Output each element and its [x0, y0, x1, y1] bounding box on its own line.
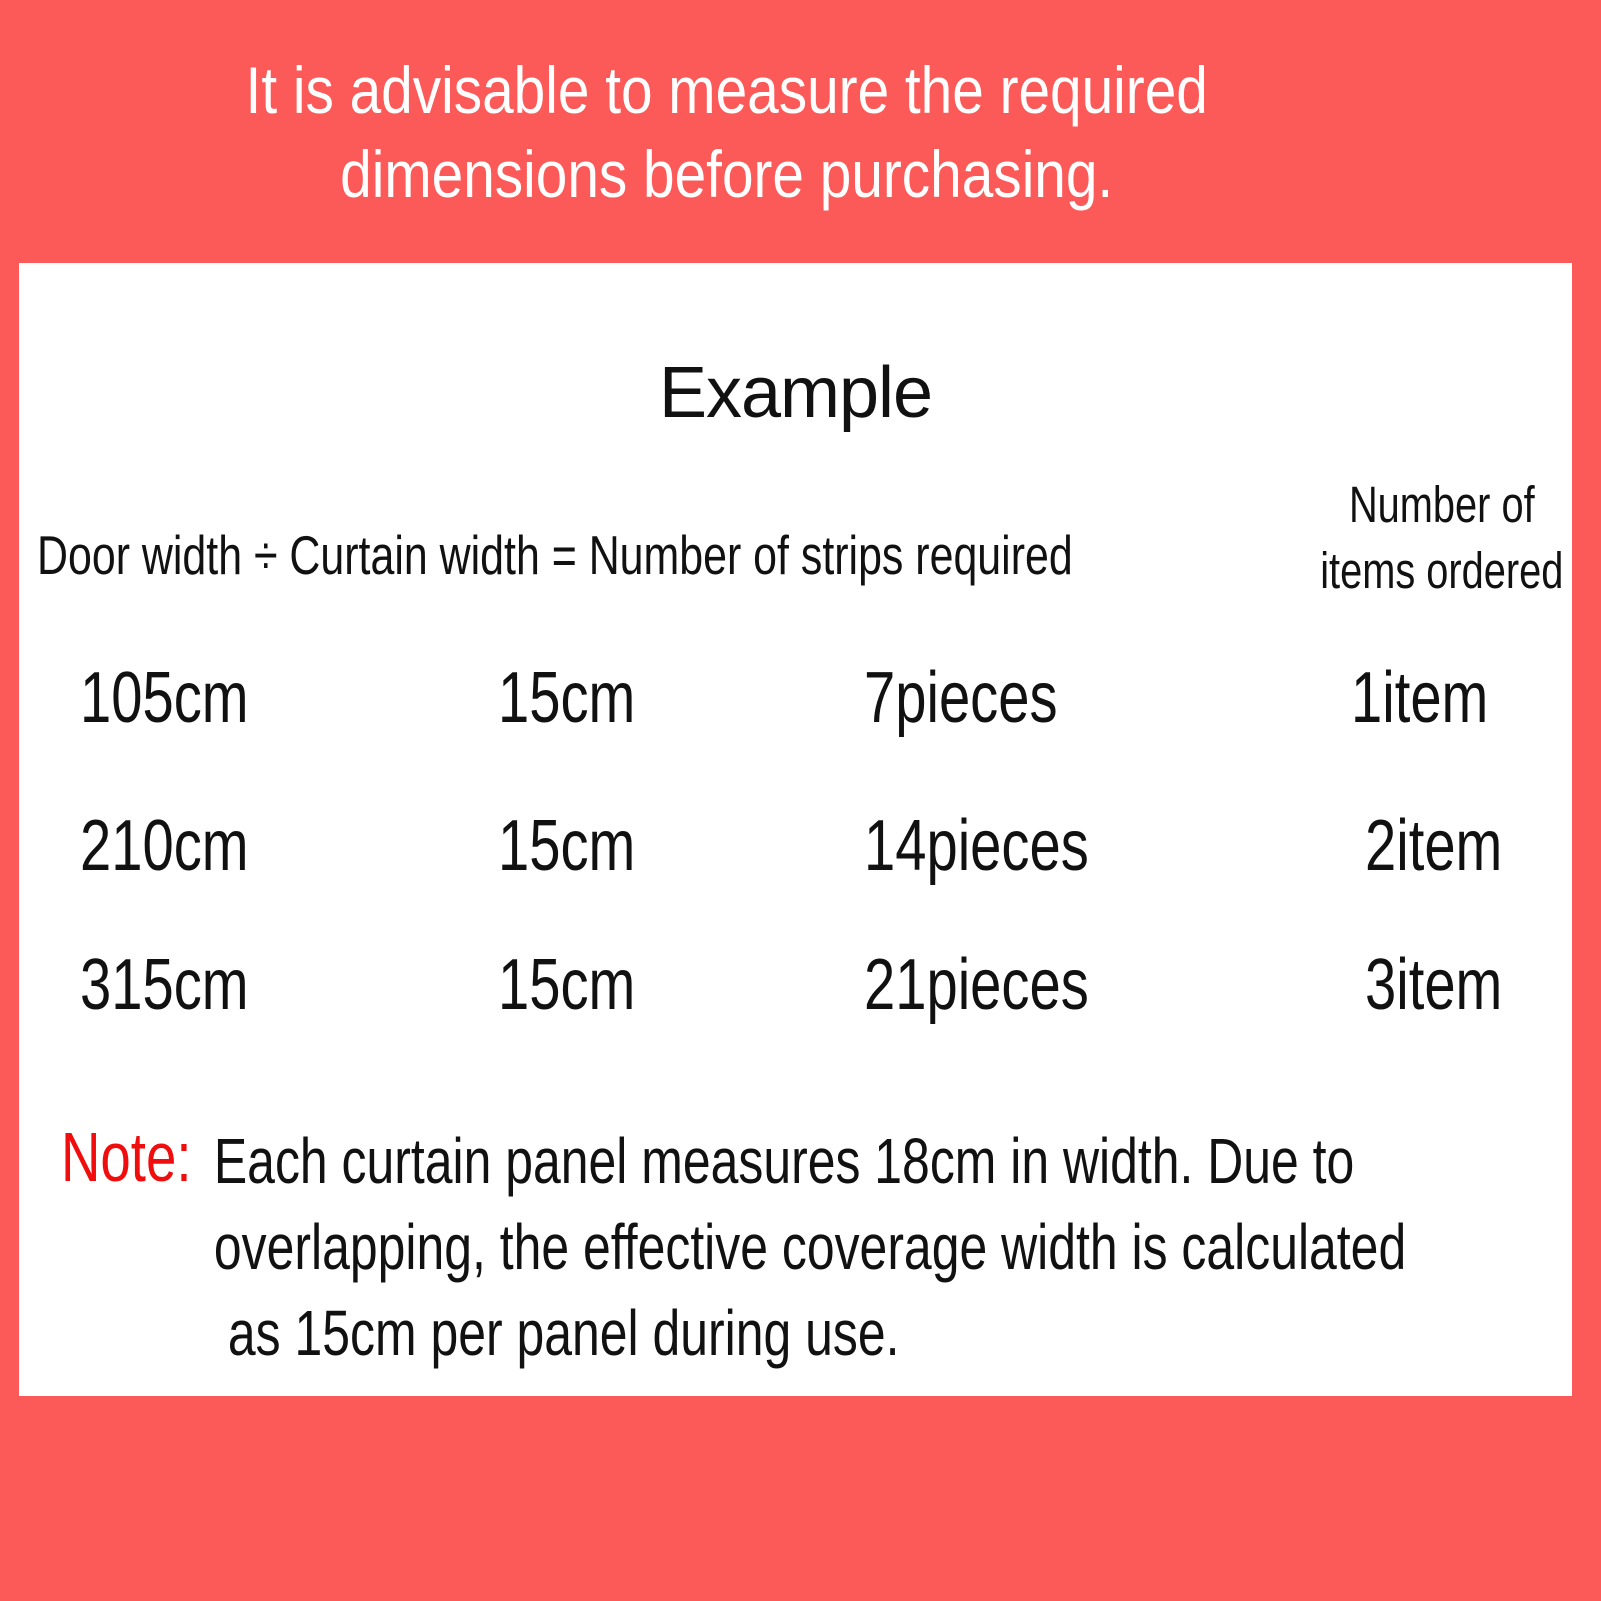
curtain-width-cell: 15cm	[498, 945, 636, 1025]
items-cell: 3item	[1365, 945, 1503, 1025]
curtain-width-cell: 15cm	[498, 658, 636, 738]
items-cell: 2item	[1365, 806, 1503, 886]
table-row	[19, 945, 1572, 1025]
note-label: Note:	[61, 1118, 192, 1196]
strips-cell: 14pieces	[864, 806, 1089, 886]
curtain-width-cell: 15cm	[498, 806, 636, 886]
note-line-3: as 15cm per panel during use.	[227, 1297, 900, 1369]
panel-title: Example	[658, 353, 933, 433]
note-line-1: Each curtain panel measures 18cm in width. Due to	[213, 1125, 1355, 1197]
items-cell: 1item	[1351, 658, 1489, 738]
door-width-cell: 315cm	[80, 945, 249, 1025]
example-panel	[19, 263, 1572, 1396]
items-ordered-header-line-2: items ordered	[1320, 542, 1564, 599]
strips-cell: 7pieces	[864, 658, 1058, 738]
headline	[0, 48, 1453, 216]
formula-header: Door width ÷ Curtain width = Number of strips required	[37, 524, 1073, 586]
table-row	[19, 658, 1572, 738]
items-ordered-header	[1278, 472, 1601, 604]
headline-line-1: It is advisable to measure the required	[245, 53, 1208, 127]
door-width-cell: 105cm	[80, 658, 249, 738]
headline-line-2: dimensions before purchasing.	[340, 137, 1114, 211]
door-width-cell: 210cm	[80, 806, 249, 886]
items-ordered-header-line-1: Number of	[1348, 476, 1535, 533]
note-line-2: overlapping, the effective coverage width is calculated	[213, 1211, 1407, 1283]
strips-cell: 21pieces	[864, 945, 1089, 1025]
note-body	[214, 1118, 1493, 1376]
table-row	[19, 806, 1572, 886]
